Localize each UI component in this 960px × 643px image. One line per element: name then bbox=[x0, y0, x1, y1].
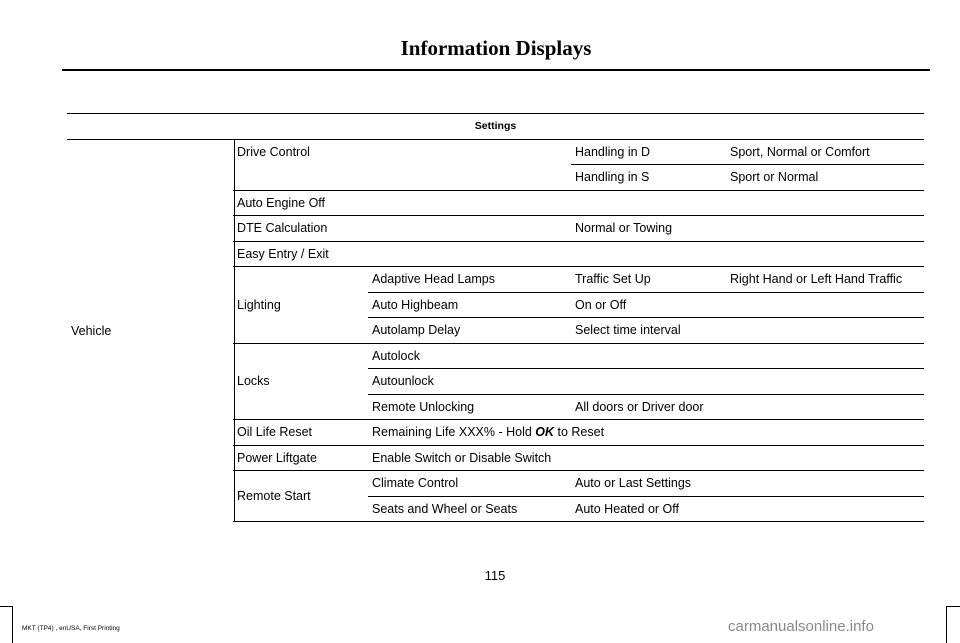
ok-button-label: OK bbox=[535, 425, 555, 440]
cell-lighting: Lighting bbox=[233, 267, 368, 344]
cell-handling-d: Handling in D bbox=[571, 139, 726, 165]
table-row bbox=[67, 139, 924, 165]
column-divider bbox=[234, 139, 235, 521]
cell-dte-value: Normal or Towing bbox=[571, 216, 924, 242]
cell-autolock: Autolock bbox=[368, 343, 924, 369]
cell-traffic-value: Right Hand or Left Hand Traffic bbox=[726, 267, 924, 293]
crop-mark bbox=[0, 606, 12, 607]
cell-auto-highbeam: Auto Highbeam bbox=[368, 292, 571, 318]
cell-seats-wheel: Seats and Wheel or Seats bbox=[368, 496, 571, 522]
oil-life-text-end: to Reset bbox=[554, 425, 605, 440]
cell-power-liftgate: Power Liftgate bbox=[233, 445, 368, 471]
crop-mark bbox=[946, 606, 947, 643]
crop-mark bbox=[946, 606, 960, 607]
cell-adaptive-head-lamps: Adaptive Head Lamps bbox=[368, 267, 571, 293]
table-caption: Settings bbox=[67, 114, 924, 140]
cell-remote-start: Remote Start bbox=[233, 471, 368, 522]
cell-seats-value: Auto Heated or Off bbox=[571, 496, 924, 522]
cell-remote-unlocking: Remote Unlocking bbox=[368, 394, 571, 420]
page-number: 115 bbox=[484, 568, 506, 583]
settings-table bbox=[67, 113, 924, 522]
cell-autolamp-delay: Autolamp Delay bbox=[368, 318, 571, 344]
cell-locks: Locks bbox=[233, 343, 368, 420]
cell-autounlock: Autounlock bbox=[368, 369, 924, 395]
cell-liftgate-value: Enable Switch or Disable Switch bbox=[368, 445, 924, 471]
cell-drive-control: Drive Control bbox=[237, 145, 310, 159]
print-info: MKT (TP4) , enUSA, First Printing bbox=[22, 625, 120, 632]
cell-climate-value: Auto or Last Settings bbox=[571, 471, 924, 497]
watermark: carmanualsonline.info bbox=[728, 618, 874, 635]
page-title: Information Displays bbox=[400, 36, 592, 60]
oil-life-text: Remaining Life XXX% - Hold bbox=[372, 425, 536, 440]
cell-oil-life-value bbox=[368, 420, 924, 446]
header-rule bbox=[62, 69, 930, 71]
cell-remote-unlocking-value: All doors or Driver door bbox=[571, 394, 924, 420]
table-header-row bbox=[67, 114, 924, 140]
cell-handling-s: Handling in S bbox=[571, 165, 726, 191]
cell-traffic-set-up: Traffic Set Up bbox=[571, 267, 726, 293]
cell-autolamp-value: Select time interval bbox=[571, 318, 924, 344]
category-vehicle: Vehicle bbox=[71, 323, 112, 338]
cell-dte-calculation: DTE Calculation bbox=[233, 216, 571, 242]
crop-mark bbox=[12, 606, 13, 643]
cell-auto-engine-off: Auto Engine Off bbox=[233, 190, 924, 216]
cell-highbeam-value: On or Off bbox=[571, 292, 924, 318]
cell-climate-control: Climate Control bbox=[368, 471, 571, 497]
cell-oil-life-reset: Oil Life Reset bbox=[233, 420, 368, 446]
cell-easy-entry: Easy Entry / Exit bbox=[233, 241, 924, 267]
cell-handling-s-value: Sport or Normal bbox=[726, 165, 924, 191]
cell-handling-d-value: Sport, Normal or Comfort bbox=[726, 139, 924, 165]
